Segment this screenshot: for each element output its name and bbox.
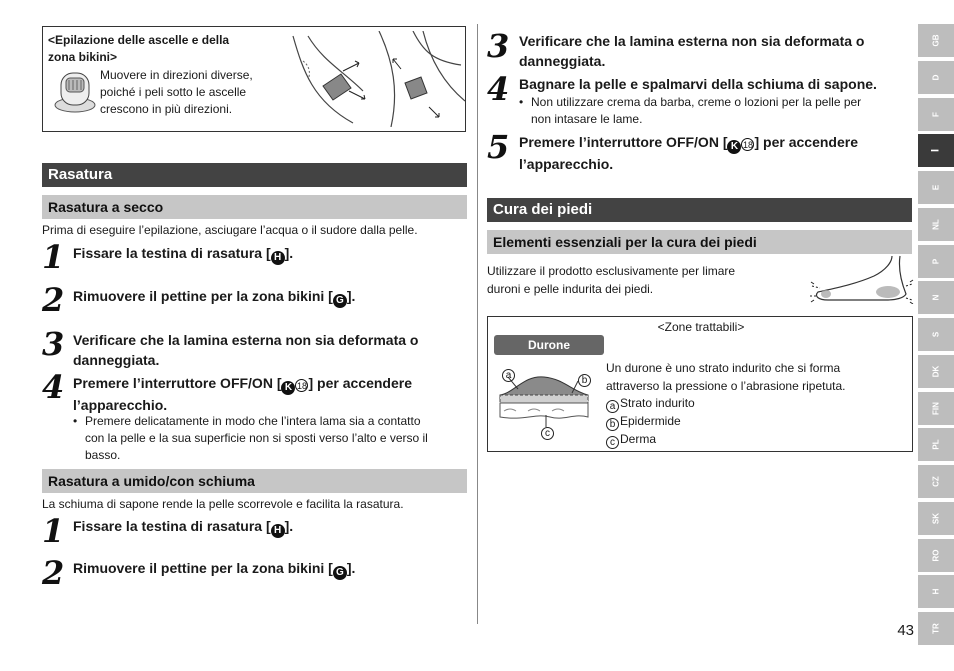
part-g-icon: G [333, 566, 347, 580]
section-rasatura-header: Rasatura [42, 163, 467, 187]
language-tab-h[interactable]: H [918, 575, 954, 608]
dry-step-4-note: • Premere delicatamente in modo che l’intera lama sia a contatto con la pelle e la sua superficie non si sposti verso l’alto e verso il basso. [73, 414, 428, 462]
language-tab-gb[interactable]: GB [918, 24, 954, 57]
language-tab-pl[interactable]: PL [918, 428, 954, 461]
subsection-wet-header: Rasatura a umido/con schiuma [42, 469, 467, 493]
wet-intro: La schiuma di sapone rende la pelle scorrevole e facilita la rasatura. [42, 497, 404, 511]
language-tab-s[interactable]: S [918, 318, 954, 351]
part-18-icon: 18 [742, 140, 753, 150]
page-number: 43 [897, 622, 914, 639]
part-k-icon: K [281, 381, 295, 395]
dry-step-4-number: 4 [42, 368, 65, 406]
language-tab-fin[interactable]: FIN [918, 392, 954, 425]
wet-step-2-number: 2 [42, 554, 65, 592]
language-tab-sk[interactable]: SK [918, 502, 954, 535]
right-step-4-text: Bagnare la pelle e spalmarvi della schiuma di sapone. [519, 76, 877, 92]
right-step-5-number: 5 [487, 128, 510, 166]
durone-description: Un durone è uno strato indurito che si forma attraverso la pressione o l’abrasione ripetuta. a Strato indurito b Epidermide c Derma [606, 360, 906, 449]
dry-step-3-text: Verificare che la lamina esterna non sia deformata o danneggiata. [73, 332, 419, 368]
language-tab-p[interactable]: P [918, 245, 954, 278]
right-step-3-number: 3 [487, 27, 510, 65]
epilation-box-text: Muovere in direzioni diverse, poiché i peli sotto le ascelle crescono in più direzioni. [100, 68, 253, 116]
language-tab-d[interactable]: D [918, 61, 954, 94]
zones-box [487, 316, 913, 452]
part-h-icon: H [271, 251, 285, 265]
label-b-marker: b [578, 374, 591, 387]
wet-step-1-text: Fissare la testina di rasatura [ H ]. [73, 518, 294, 536]
right-step-4-note: • Non utilizzare crema da barba, creme o lozioni per la pelle per non intasare le lame. [519, 95, 862, 126]
dry-step-1-number: 1 [42, 238, 65, 276]
zones-title: <Zone trattabili> [657, 320, 745, 334]
epilation-box-title: <Epilazione delle ascelle e della zona bikini> [48, 33, 230, 64]
dry-intro: Prima di eseguire l’epilazione, asciugare l’acqua o il sudore dalla pelle. [42, 223, 418, 237]
language-tab-i[interactable]: I [918, 134, 954, 167]
epilator-icon [51, 65, 101, 115]
subsection-dry-header: Rasatura a secco [42, 195, 467, 219]
legend-c: c Derma [606, 431, 906, 449]
durone-label: Durone [494, 335, 604, 355]
language-tab-tr[interactable]: TR [918, 612, 954, 645]
legend-b: b Epidermide [606, 413, 906, 431]
right-step-5-text: Premere l’interruttore OFF/ON [ K 18 ] per accendere l’apparecchio. [519, 134, 858, 172]
dry-step-3-number: 3 [42, 325, 65, 363]
label-a-marker: a [502, 369, 515, 382]
label-c-marker: c [541, 427, 554, 440]
part-k-icon: K [727, 140, 741, 154]
wet-step-1-number: 1 [42, 512, 65, 550]
dry-step-4-text: Premere l’interruttore OFF/ON [ K 18 ] per accendere l’apparecchio. [73, 375, 412, 413]
part-g-icon: G [333, 294, 347, 308]
subsection-cura-essentials-header: Elementi essenziali per la cura dei piedi [487, 230, 912, 254]
dry-step-2-number: 2 [42, 281, 65, 319]
legend-a: a Strato indurito [606, 395, 906, 413]
part-h-icon: H [271, 524, 285, 538]
dry-step-1-text: Fissare la testina di rasatura [ H ]. [73, 245, 294, 263]
epilation-box [42, 26, 466, 132]
underarm-illustration [283, 31, 465, 127]
wet-step-2-text: Rimuovere il pettine per la zona bikini [ G ]. [73, 560, 356, 578]
language-tab-e[interactable]: E [918, 171, 954, 204]
column-divider [477, 24, 478, 624]
right-step-4-number: 4 [487, 70, 510, 108]
foot-illustration [806, 254, 914, 304]
language-tab-dk[interactable]: DK [918, 355, 954, 388]
language-tab-nl[interactable]: NL [918, 208, 954, 241]
section-cura-header: Cura dei piedi [487, 198, 912, 222]
language-tab-f[interactable]: F [918, 98, 954, 131]
part-18-icon: 18 [296, 381, 307, 391]
cura-intro: Utilizzare il prodotto esclusivamente per limare duroni e pelle indurita dei piedi. [487, 264, 736, 296]
language-tab-cz[interactable]: CZ [918, 465, 954, 498]
language-tab-ro[interactable]: RO [918, 539, 954, 572]
language-tab-n[interactable]: N [918, 281, 954, 314]
right-step-3-text: Verificare che la lamina esterna non sia deformata o danneggiata. [519, 33, 865, 69]
dry-step-2-text: Rimuovere il pettine per la zona bikini [ G ]. [73, 288, 356, 306]
